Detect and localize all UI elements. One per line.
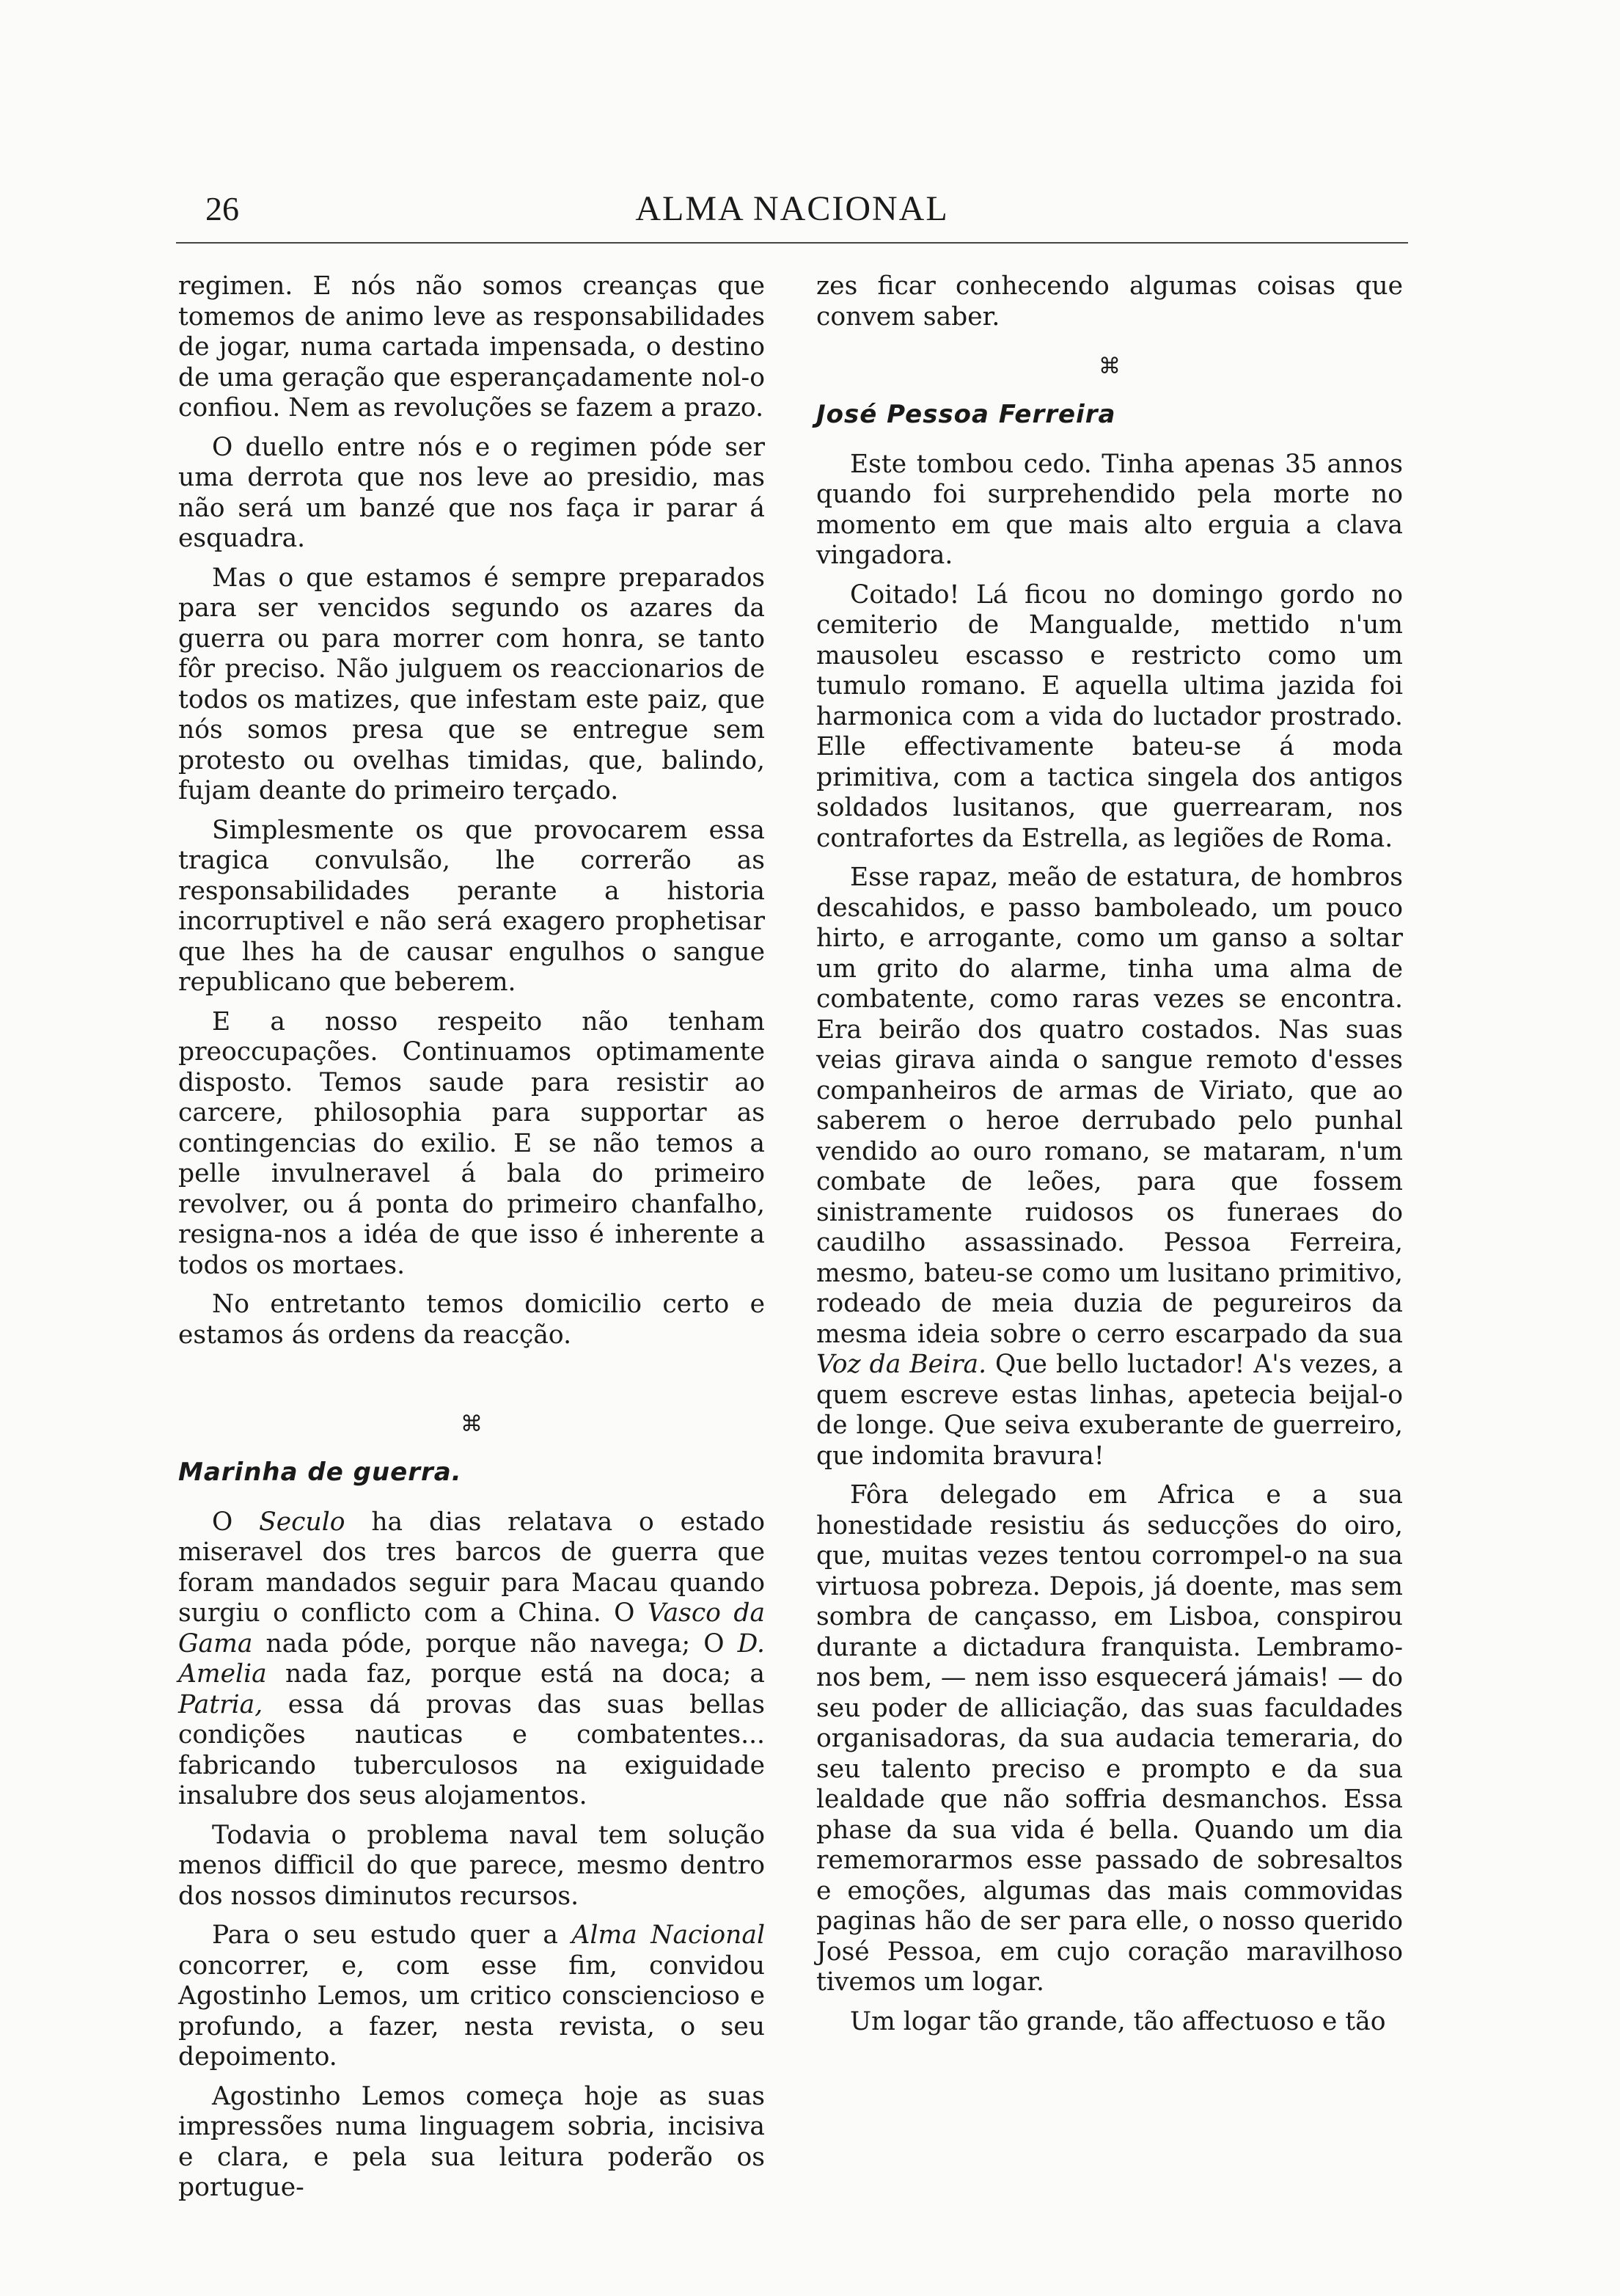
paragraph: Para o seu estudo quer a Alma Nacional concorrer, e, com esse fim, convidou Agostinho Lemos, um critico consciencioso e profundo, a fazer, nesta revista, o seu depoimento. — [178, 1920, 765, 2072]
paragraph: Este tombou cedo. Tinha apenas 35 annos quando foi surprehendido pela morte no momento em que mais alto erguia a clava vingadora. — [816, 449, 1403, 570]
right-column — [816, 271, 1403, 2046]
section-heading-marinha: Marinha de guerra. — [178, 1457, 462, 1487]
italic-title: D. Amelia — [178, 1628, 765, 1689]
paragraph: regimen. E nós não somos creanças que tomemos de animo leve as responsabilidades de jogar, numa cartada impensada, o destino de uma geração que esperançadamente nol-o confiou. Nem as revoluções se fazem a prazo. — [178, 271, 765, 423]
paragraph: Simplesmente os que provocarem essa tragica convulsão, lhe correrão as responsabilidades perante a historia incorruptivel e não será exagero prophetisar que lhes ha de causar engulhos o sangue republicano que beberem. — [178, 815, 765, 997]
italic-title: Seculo — [259, 1507, 345, 1537]
page-number: 26 — [205, 190, 239, 227]
paragraph: E a nosso respeito não tenham preoccupações. Continuamos optimamente disposto. Temos saude para resistir ao carcere, philosophia para supportar as contingencias do exilio. E se não temos a pelle invulneravel á bala do primeiro revolver, ou á ponta do primeiro chanfalho, resigna-nos a idéa de que isso é inherente a todos os mortaes. — [178, 1006, 765, 1280]
paragraph: No entretanto temos domicilio certo e estamos ás ordens da reacção. — [178, 1290, 765, 1350]
section-ornament: ⌘ — [461, 1411, 483, 1437]
italic-title: Vasco da Gama — [178, 1598, 766, 1659]
section-ornament: ⌘ — [1099, 354, 1121, 379]
page-header — [176, 187, 1408, 231]
paragraph: Coitado! Lá ficou no domingo gordo no cemiterio de Mangualde, mettido n'um mausoleu escasso e restricto como um tumulo romano. E aquella ultima jazida foi harmonica com a vida do luctador prostrado. Elle effectivamente bateu-se á moda primitiva, com a tactica singela dos antigos soldados lusitanos, que guerrearam, nos contrafortes da Estrella, as legiões de Roma. — [816, 580, 1403, 853]
paragraph: Todavia o problema naval tem solução menos difficil do que parece, mesmo dentro dos nossos diminutos recursos. — [178, 1820, 765, 1911]
left-column — [178, 271, 765, 2212]
header-rule — [176, 242, 1408, 244]
paragraph: Mas o que estamos é sempre preparados para ser vencidos segundo os azares da guerra ou para morrer com honra, se tanto fôr preciso. Não julguem os reaccionarios de todos os matizes, que infestam este paiz, que nós somos presa que se entregue sem protesto ou ovelhas timidas, que, balindo, fujam deante do primeiro terçado. — [178, 563, 765, 805]
paragraph: O Seculo ha dias relatava o estado miseravel dos tres barcos de guerra que foram mandados seguir para Macau quando surgiu o conflicto com a China. O Vasco da Gama nada póde, porque não navega; O D. Amelia nada faz, porque está na doca; a Patria, essa dá provas das suas bellas condições nauticas e combatentes... fabricando tuberculosos na exiguidade insalubre dos seus alojamentos. — [178, 1507, 766, 1810]
paragraph: Fôra delegado em Africa e a sua honestidade resistiu ás seducções do oiro, que, muitas vezes tentou corrompel-o na sua virtuosa pobreza. Depois, já doente, mas sem sombra de cançasso, em Lisboa, conspirou durante a dictadura franquista. Lembramo-nos bem, — nem isso esquecerá jámais! — do seu poder de alliciação, das suas faculdades organisadoras, da sua audacia temeraria, do seu talento preciso e prompto e da sua lealdade que não soffria desmanchos. Essa phase da sua vida é bella. Quando um dia rememorarmos esse passado de sobresaltos e emoções, algumas das mais commovidas paginas hão de ser para elle, o nosso querido José Pessoa, em cujo coração maravilhoso tivemos um logar. — [816, 1480, 1403, 1997]
paragraph: zes ficar conhecendo algumas coisas que convem saber. — [816, 271, 1403, 332]
paragraph: O duello entre nós e o regimen póde ser uma derrota que nos leve ao presidio, mas não será um banzé que nos faça ir parar á esquadra. — [178, 432, 765, 553]
italic-title: Patria, — [178, 1689, 263, 1719]
paragraph: Agostinho Lemos começa hoje as suas impressões numa linguagem sobria, incisiva e clara, e pela sua leitura poderão os portugue- — [178, 2081, 765, 2202]
paragraph: Um logar tão grande, tão affectuoso e tão — [850, 2006, 1386, 2036]
paragraph: Esse rapaz, meão de estatura, de hombros descahidos, e passo bamboleado, um pouco hirto, e arrogante, como um ganso a soltar um grito do alarme, tinha uma alma de combatente, como raras vezes se encontra. Era beirão dos quatro costados. Nas suas veias girava ainda o sangue remoto d'esses companheiros de armas de Viriato, que ao saberem o heroe derrubado pelo punhal vendido ao ouro romano, se mataram, n'um combate de leões, para que fossem sinistramente ruidosos os funeraes do caudilho assassinado. Pessoa Ferreira, mesmo, bateu-se como um lusitano primitivo, rodeado de meia duzia de pegureiros da mesma ideia sobre o cerro escarpado da sua Voz da Beira. Que bello luctador! A's vezes, a quem escreve estas linhas, apetecia beijal-o de longe. Que seiva exuberante de guerreiro, que indomita bravura! — [816, 863, 1403, 1471]
section-heading-jose-pessoa: José Pessoa Ferreira — [816, 399, 1116, 429]
journal-title: ALMA NACIONAL — [635, 189, 949, 228]
italic-title: Voz da Beira. — [816, 1350, 987, 1379]
italic-title: Alma Nacional — [571, 1920, 765, 1950]
